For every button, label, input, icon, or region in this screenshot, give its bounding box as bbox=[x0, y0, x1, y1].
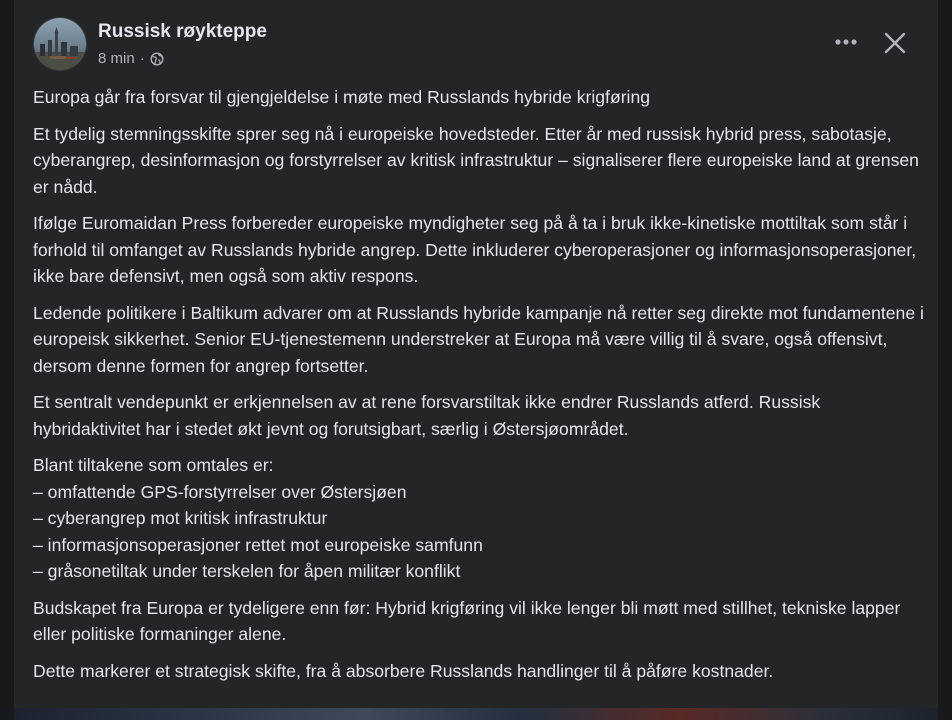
list-intro: Blant tiltakene som omtales er: bbox=[33, 455, 274, 475]
close-button[interactable] bbox=[878, 26, 912, 60]
avatar-image bbox=[34, 18, 86, 70]
list-item: – gråsonetiltak under terskelen for åpen militær konflikt bbox=[33, 561, 461, 581]
post-paragraph: Et sentralt vendepunkt er erkjennelsen av at rene forsvarstiltak ikke endrer Russlands atferd. Russisk hybridaktivitet har i stedet økt jevnt og forutsigbart, særlig i Østersjøområdet. bbox=[33, 392, 821, 439]
post-time[interactable]: 8 min bbox=[98, 50, 135, 67]
post-text bbox=[33, 84, 928, 694]
post-paragraph: Ifølge Euromaidan Press forbereder europeiske myndigheter seg på å ta i bruk ikke-kinetiske mottiltak som står i forhold til omfanget av Russlands hybride angrep. Dette inkluderer cyberoperasjoner og informasjonsoperasjoner, ikke bare defensivt, men også som aktiv respons. bbox=[33, 213, 917, 286]
post-paragraph: Budskapet fra Europa er tydeligere enn før: Hybrid krigføring vil ikke lenger bli møtt med stillhet, tekniske lapper eller politiske formaninger alene. bbox=[33, 597, 901, 644]
more-icon bbox=[834, 38, 858, 46]
list-item: – cyberangrep mot kritisk infrastruktur bbox=[33, 508, 328, 528]
post-paragraph: Ledende politikere i Baltikum advarer om at Russlands hybride kampanje nå retter seg direkte mot fundamentene i europeisk sikkerhet. Senior EU-tjenestemenn understreker at Europa må være villig til å svare, også offensivt, dersom denne formen for angrep fortsetter. bbox=[33, 302, 924, 376]
post-card bbox=[14, 0, 938, 720]
post-header bbox=[14, 0, 938, 86]
close-icon bbox=[884, 32, 906, 54]
post-paragraph: Et tydelig stemningsskifte sprer seg nå i europeiske hovedsteder. Etter år med russisk hybrid press, sabotasje, cyberangrep, desinformasjon og forstyrrelser av kritisk infrastruktur – signaliserer flere europeiske land at grensen er nådd. bbox=[33, 123, 919, 197]
measures-list bbox=[33, 452, 928, 585]
list-item: – informasjonsoperasjoner rettet mot europeiske samfunn bbox=[33, 534, 483, 555]
globe-icon[interactable] bbox=[150, 52, 164, 66]
post-paragraph: Dette markerer et strategisk skifte, fra å absorbere Russlands handlinger til å påføre kostnader. bbox=[33, 660, 774, 681]
meta-separator: · bbox=[139, 50, 145, 67]
list-item: – omfattende GPS-forstyrrelser over Østersjøen bbox=[33, 481, 407, 502]
post-image[interactable] bbox=[14, 708, 938, 720]
page-name[interactable]: Russisk røykteppe bbox=[98, 21, 267, 42]
post-headline: Europa går fra forsvar til gjengjeldelse i møte med Russlands hybride krigføring bbox=[33, 87, 651, 107]
more-options-button[interactable] bbox=[830, 26, 862, 58]
page-avatar[interactable] bbox=[34, 18, 86, 70]
post-meta bbox=[98, 50, 164, 67]
